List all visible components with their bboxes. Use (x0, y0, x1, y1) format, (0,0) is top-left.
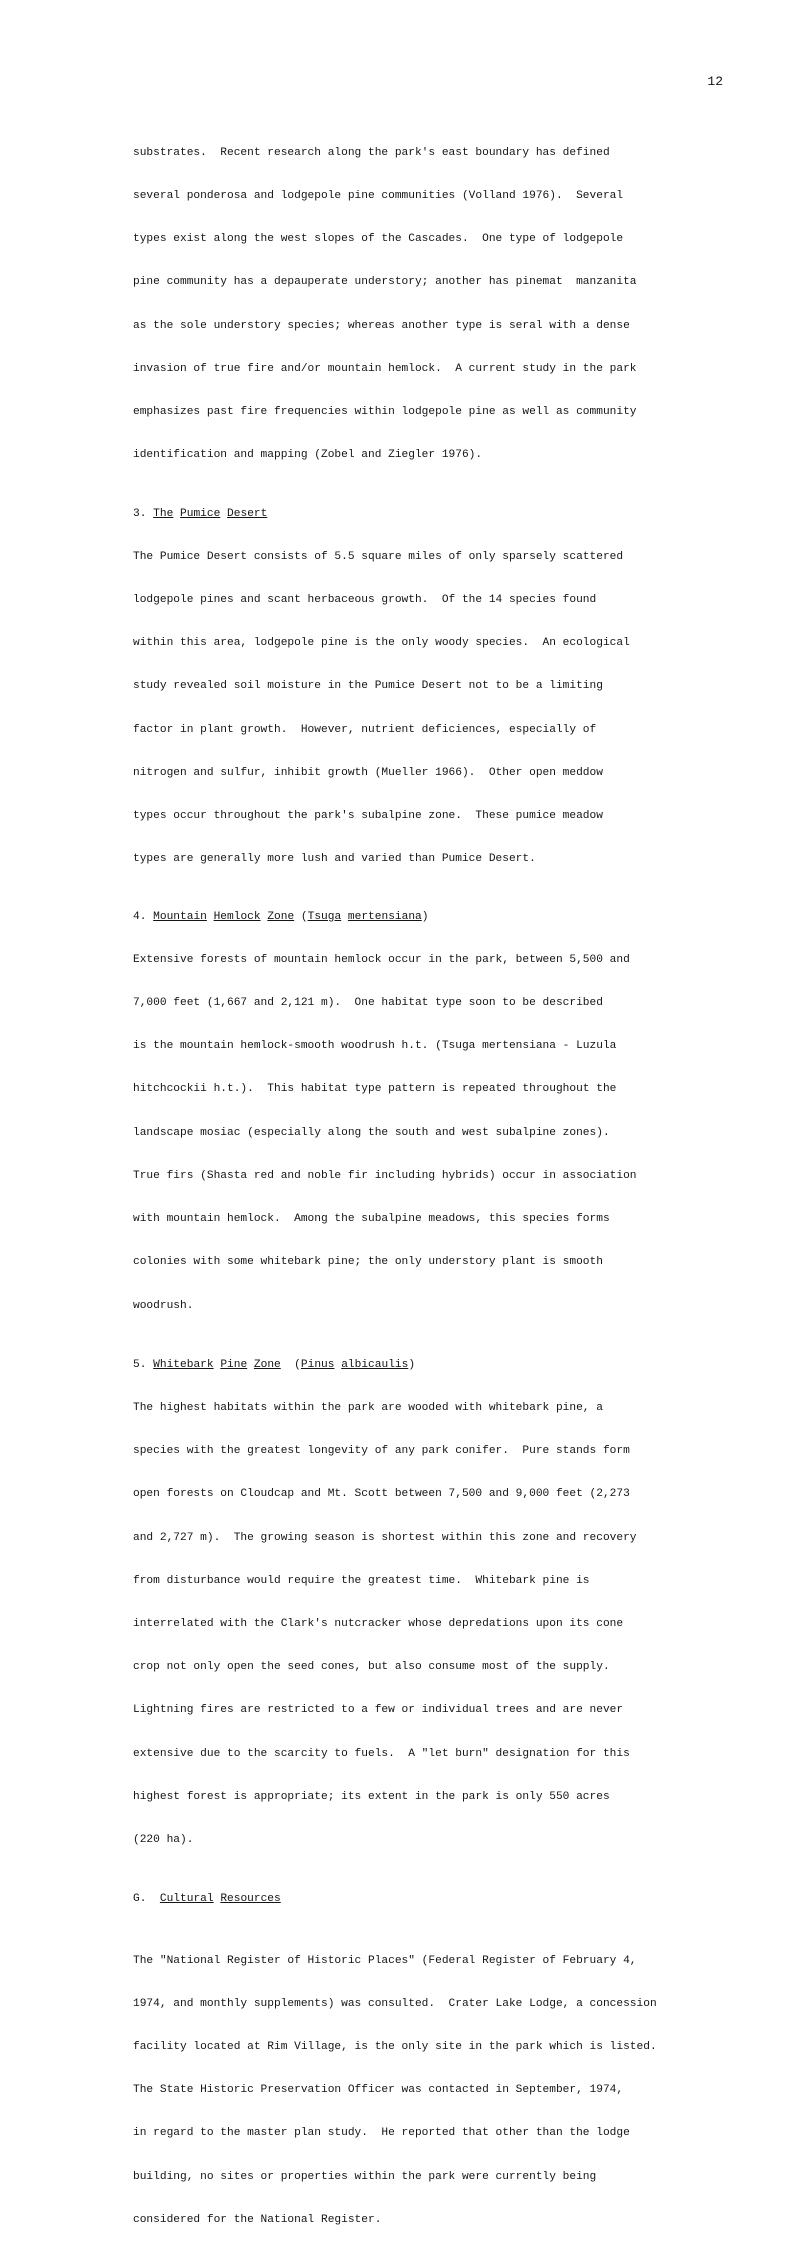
heading-word: Resources (220, 1893, 281, 1906)
text-line: colonies with some whitebark pine; the only understory plant is smooth (133, 1256, 603, 1269)
section-number: 4. (133, 910, 147, 923)
text-line: study revealed soil moisture in the Pumice Desert not to be a limiting (133, 680, 603, 693)
section-g-heading (133, 1892, 733, 1906)
heading-word: Zone (267, 910, 295, 923)
text-line: from disturbance would require the greatest time. Whitebark pine is (133, 1574, 590, 1587)
text-line: and 2,727 m). The growing season is shortest within this zone and recovery (133, 1531, 637, 1544)
text-line: interrelated with the Clark's nutcracker whose depredations upon its cone (133, 1618, 624, 1631)
text-line: types exist along the west slopes of the Cascades. One type of lodgepole (133, 233, 624, 246)
text-line: is the mountain hemlock-smooth woodrush h.t. (Tsuga mertensiana - Luzula (133, 1040, 617, 1053)
text-line: types are generally more lush and varied than Pumice Desert. (133, 853, 536, 866)
intro-paragraph (133, 117, 733, 492)
text-line: landscape mosiac (especially along the south and west subalpine zones). (133, 1126, 610, 1139)
document-body (133, 117, 733, 2256)
section-number: 5. (133, 1358, 147, 1371)
text-line: The highest habitats within the park are wooded with whitebark pine, a (133, 1401, 603, 1414)
text-line: Lightning fires are restricted to a few or individual trees and are never (133, 1704, 624, 1717)
text-line: emphasizes past fire frequencies within lodgepole pine as well as community (133, 406, 637, 419)
heading-word: Hemlock (213, 910, 261, 923)
text-line: substrates. Recent research along the park's east boundary has defined (133, 146, 610, 159)
heading-word: Pumice (180, 507, 221, 520)
scientific-name: albicaulis (341, 1358, 409, 1371)
text-line: Extensive forests of mountain hemlock occur in the park, between 5,500 and (133, 953, 630, 966)
text-line: species with the greatest longevity of any park conifer. Pure stands form (133, 1445, 630, 1458)
text-line: nitrogen and sulfur, inhibit growth (Mueller 1966). Other open meddow (133, 766, 603, 779)
text-line: with mountain hemlock. Among the subalpine meadows, this species forms (133, 1213, 610, 1226)
text-line: identification and mapping (Zobel and Ziegler 1976). (133, 449, 483, 462)
section-5-heading: 5. Whitebark Pine Zone (Pinus albicaulis) (133, 1358, 416, 1371)
text-line: facility located at Rim Village, is the only site in the park which is listed. (133, 2041, 657, 2053)
section-5-paragraph (133, 1372, 733, 1876)
heading-word: Cultural (159, 1893, 214, 1906)
text-line: factor in plant growth. However, nutrient deficiences, especially of (133, 723, 597, 736)
scientific-name: Pinus (300, 1358, 335, 1371)
heading-word: Pine (220, 1358, 248, 1371)
heading-word: Zone (253, 1358, 281, 1371)
text-line: within this area, lodgepole pine is the only woody species. An ecological (133, 637, 630, 650)
scientific-name: mertensiana (347, 910, 422, 923)
text-line: (220 ha). (133, 1834, 194, 1847)
section-3-heading (133, 507, 733, 521)
section-4-heading: 4. Mountain Hemlock Zone (Tsuga mertensiana) (133, 910, 429, 923)
text-line: considered for the National Register. (133, 2213, 382, 2226)
section-number: 3. (133, 507, 147, 520)
page-number: 12 (707, 74, 723, 89)
text-line: 7,000 feet (1,667 and 2,121 m). One habitat type soon to be described (133, 996, 603, 1009)
text-line: lodgepole pines and scant herbaceous growth. Of the 14 species found (133, 594, 597, 606)
text-line: as the sole understory species; whereas another type is seral with a dense (133, 319, 630, 332)
heading-word: The (153, 507, 174, 520)
text-line: types occur throughout the park's subalpine zone. These pumice meadow (133, 810, 603, 823)
section-letter: G. (133, 1893, 147, 1906)
text-line: The State Historic Preservation Officer was contacted in September, 1974, (133, 2084, 624, 2097)
text-line: The "National Register of Historic Places" (Federal Register of February 4, (133, 1954, 637, 1967)
section-4-paragraph (133, 924, 733, 1342)
text-line: extensive due to the scarcity to fuels. A "let burn" designation for this (133, 1747, 630, 1760)
text-line: several ponderosa and lodgepole pine communities (Volland 1976). Several (133, 190, 624, 203)
text-line: 1974, and monthly supplements) was consulted. Crater Lake Lodge, a concession (133, 1997, 657, 2010)
text-line: True firs (Shasta red and noble fir including hybrids) occur in association (133, 1169, 637, 1182)
text-line: The Pumice Desert consists of 5.5 square miles of only sparsely scattered (133, 550, 624, 563)
text-line: pine community has a depauperate understory; another has pinemat manzanita (133, 276, 637, 289)
heading-word: Desert (227, 507, 268, 520)
text-line: woodrush. (133, 1299, 194, 1312)
scientific-name: Tsuga (307, 910, 342, 923)
heading-word: Whitebark (153, 1358, 214, 1371)
text-line: crop not only open the seed cones, but also consume most of the supply. (133, 1661, 610, 1674)
text-line: hitchcockii h.t.). This habitat type pattern is repeated throughout the (133, 1083, 617, 1096)
section-3-paragraph (133, 521, 733, 896)
text-line: highest forest is appropriate; its extent in the park is only 550 acres (133, 1790, 610, 1803)
text-line: invasion of true fire and/or mountain hemlock. A current study in the park (133, 362, 637, 375)
heading-word: Mountain (153, 910, 207, 923)
text-line: in regard to the master plan study. He reported that other than the lodge (133, 2127, 630, 2140)
text-line: open forests on Cloudcap and Mt. Scott between 7,500 and 9,000 feet (2,273 (133, 1488, 630, 1501)
text-line: building, no sites or properties within the park were currently being (133, 2170, 597, 2183)
section-g-paragraph (133, 1925, 733, 2256)
